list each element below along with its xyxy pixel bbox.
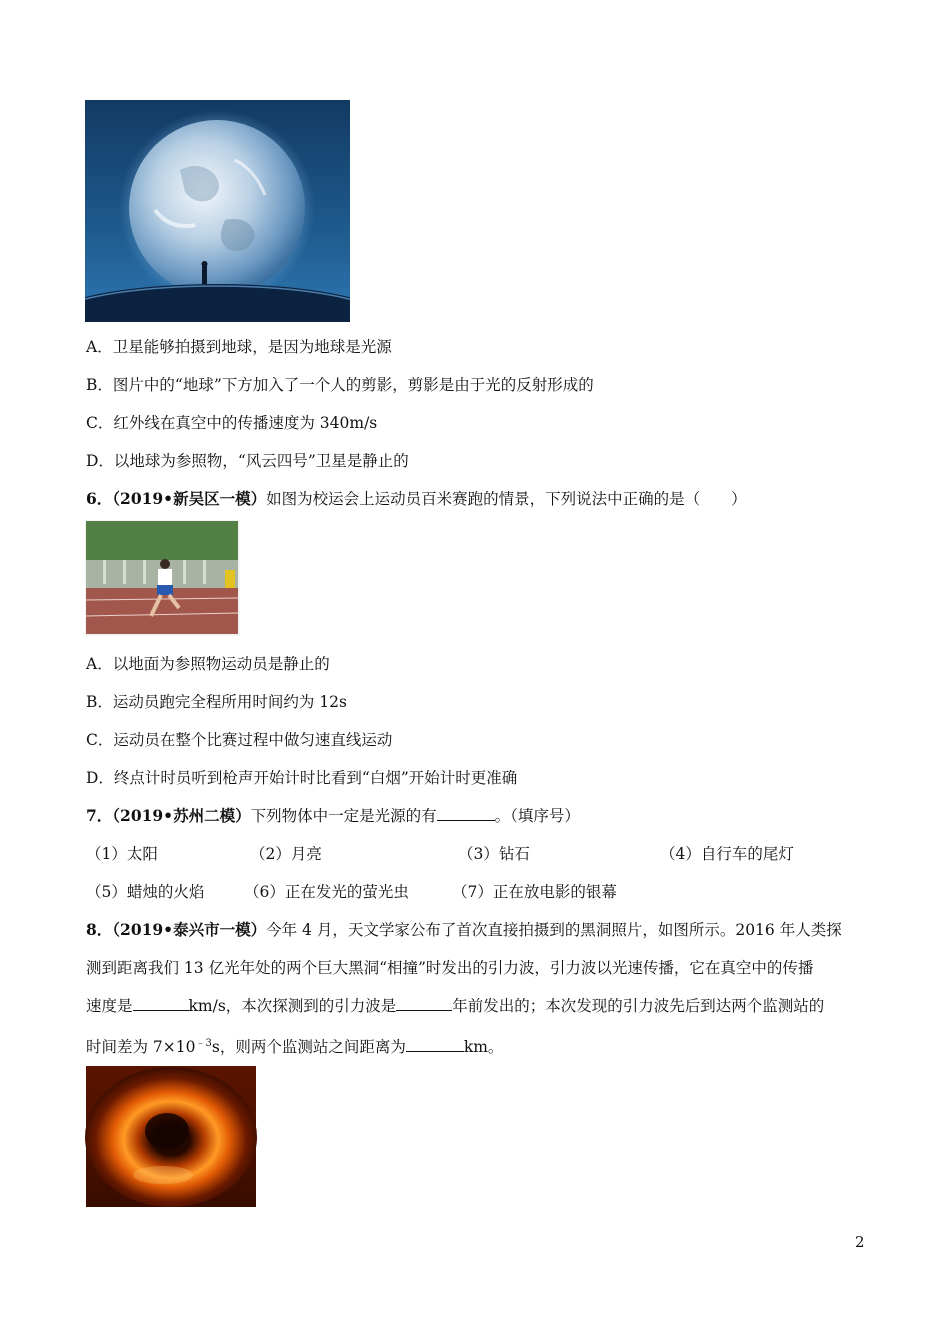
q7-item-3: （3）钻石 bbox=[458, 845, 530, 863]
q5-option-a: A．卫星能够拍摄到地球，是因为地球是光源 bbox=[86, 338, 392, 356]
black-hole-image bbox=[85, 1065, 260, 1210]
q5-option-b: B．图片中的“地球”下方加入了一个人的剪影，剪影是由于光的反射形成的 bbox=[86, 376, 594, 394]
q8-text-4b: s，则两个监测站之间距离为 bbox=[211, 1038, 406, 1057]
q7-item-7: （7）正在放电影的银幕 bbox=[452, 883, 617, 901]
q5-option-c: C．红外线在真空中的传播速度为 340m/s bbox=[86, 414, 378, 432]
q8-text-3b: km/s，本次探测到的引力波是 bbox=[188, 997, 397, 1015]
q7-number: 7． bbox=[86, 806, 113, 825]
q7-source: （2019•苏州二模） bbox=[112, 806, 251, 825]
q8-number: 8． bbox=[86, 920, 113, 939]
q8-text-4a: 时间差为 7×10 bbox=[86, 1038, 196, 1057]
q6-option-c: C．运动员在整个比赛过程中做匀速直线运动 bbox=[86, 731, 393, 749]
q8-text-3a: 速度是 bbox=[86, 997, 133, 1015]
q8-distance-blank[interactable] bbox=[406, 1037, 464, 1052]
q8-text-3c: 年前发出的；本次发现的引力波先后到达两个监测站的 bbox=[452, 997, 825, 1015]
q8-text-1: 今年 4 月，天文学家公布了首次直接拍摄到的黑洞照片，如图所示。2016 年人类探 bbox=[266, 921, 842, 939]
running-race-image bbox=[85, 520, 240, 636]
q8-exponent: ﹣3 bbox=[195, 1038, 212, 1049]
q7-stem bbox=[86, 806, 580, 826]
earth-image bbox=[85, 100, 350, 322]
q6-option-d: D．终点计时员听到枪声开始计时比看到“白烟”开始计时更准确 bbox=[86, 769, 518, 787]
q7-answer-blank[interactable] bbox=[437, 806, 495, 821]
q7-item-6: （6）正在发光的萤光虫 bbox=[244, 883, 409, 901]
q8-line-3 bbox=[86, 996, 824, 1016]
q8-speed-blank[interactable] bbox=[133, 996, 189, 1011]
q5-option-d: D．以地球为参照物，“风云四号”卫星是静止的 bbox=[86, 452, 409, 470]
q8-line-1 bbox=[86, 920, 842, 940]
q7-item-5: （5）蜡烛的火焰 bbox=[86, 883, 205, 901]
q8-line-2: 测到距离我们 13 亿光年处的两个巨大黑洞“相撞”时发出的引力波，引力波以光速传播，它在真空中的传播 bbox=[86, 959, 814, 977]
page-number: 2 bbox=[855, 1233, 865, 1251]
q7-item-2: （2）月亮 bbox=[250, 845, 322, 863]
q8-text-4c: km。 bbox=[463, 1038, 504, 1057]
q6-option-a: A．以地面为参照物运动员是静止的 bbox=[86, 655, 330, 673]
q6-stem-text: 如图为校运会上运动员百米赛跑的情景，下列说法中正确的是（ ） bbox=[266, 490, 747, 508]
q7-item-4: （4）自行车的尾灯 bbox=[660, 845, 794, 863]
q7-stem-suffix: 。（填序号） bbox=[494, 807, 580, 825]
q8-line-4 bbox=[86, 1034, 503, 1057]
q6-option-b: B．运动员跑完全程所用时间约为 12s bbox=[86, 693, 347, 711]
q6-source: （2019•新吴区一模） bbox=[112, 489, 267, 508]
q6-stem bbox=[86, 489, 747, 509]
q6-number: 6． bbox=[86, 489, 113, 508]
q7-stem-text: 下列物体中一定是光源的有 bbox=[250, 807, 437, 825]
q7-item-1: （1）太阳 bbox=[86, 845, 158, 863]
q8-source: （2019•泰兴市一模） bbox=[112, 920, 267, 939]
q8-years-blank[interactable] bbox=[396, 996, 452, 1011]
